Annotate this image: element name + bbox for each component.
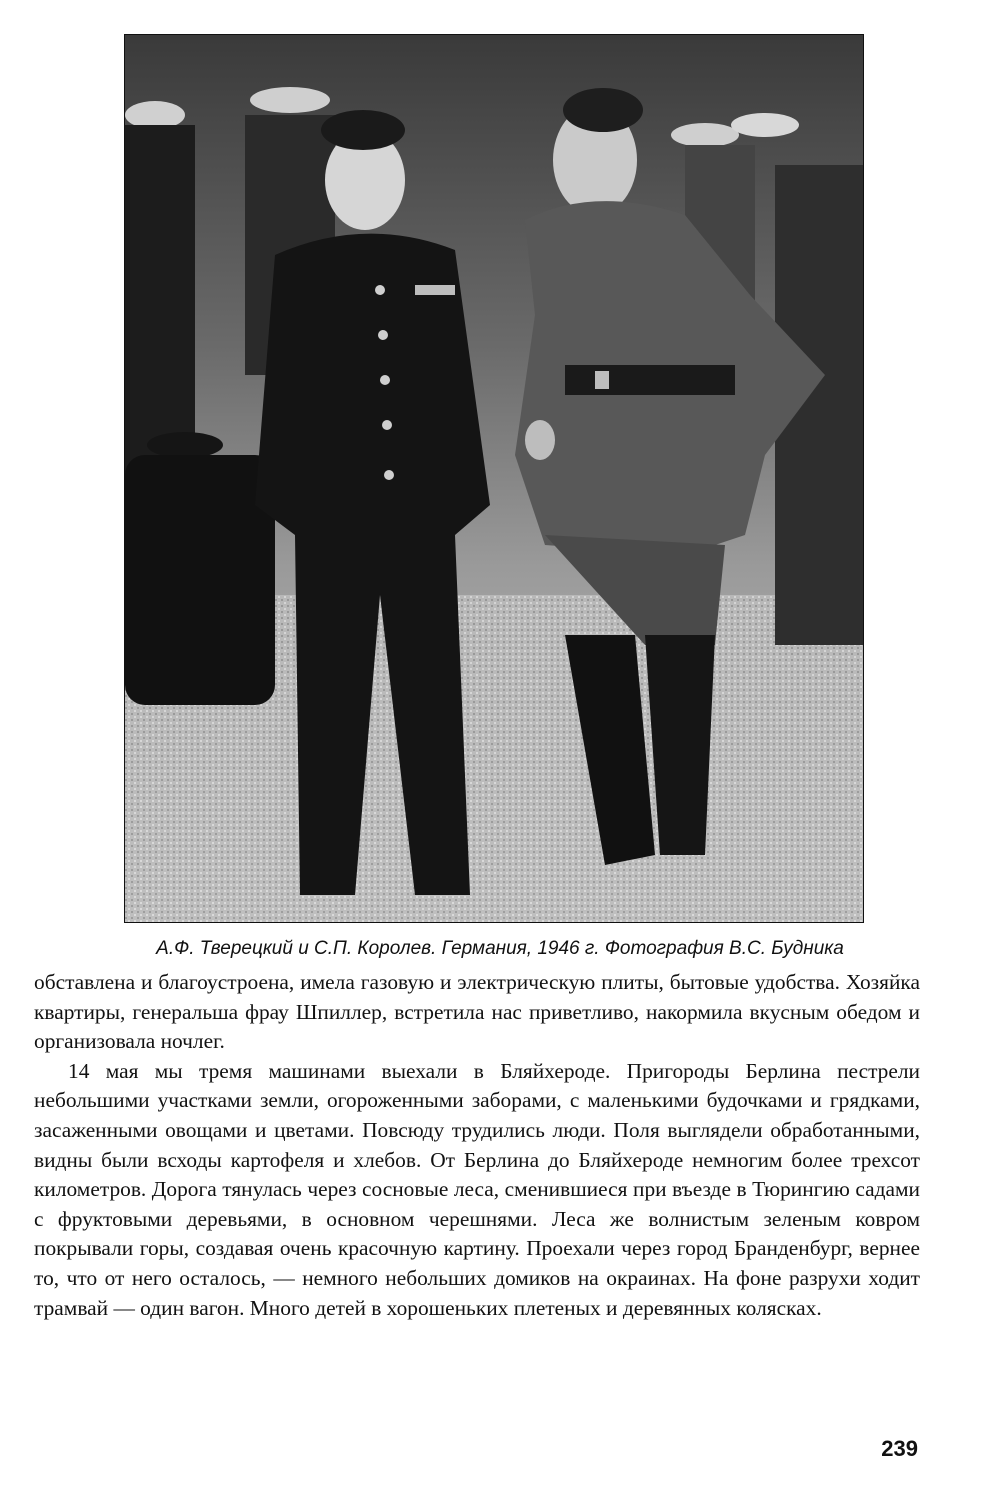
historical-photo: [124, 34, 864, 923]
body-text: [34, 968, 920, 1323]
paragraph-2: 14 мая мы тремя машинами выехали в Бляйхероде. Пригороды Берлина пестрели небольшими участками земли, огороженными заборами, с маленькими будочками и грядками, засаженными овощами и цветами. Повсюду трудились люди. Поля выглядели обработанными, видны были всходы картофеля и хлебов. От Берлина до Бляйхероде немногим более трехсот километров. Дорога тянулась через сосновые леса, сменившиеся при въезде в Тюрингию садами с фруктовыми деревьями, в основном черешнями. Леса же волнистым зеленым ковром покрывали горы, создавая очень красочную картину. Проехали через город Бранденбург, вернее то, что от него осталось, — немного небольших домиков на окраинах. На фоне разрухи ходит трамвай — один вагон. Много детей в хорошеньких плетеных и деревянных колясках.: [34, 1058, 920, 1320]
photo-two-officers-icon: [125, 35, 863, 922]
paragraph-1: обставлена и благоустроена, имела газовую и электрическую плиты, бытовые удобства. Хозяйка квартиры, генеральша фрау Шпиллер, встретила нас приветливо, накормила вкусным обедом и организовала ночлег.: [34, 970, 920, 1054]
page-number: 239: [881, 1436, 918, 1461]
photo-caption: А.Ф. Тверецкий и С.П. Королев. Германия, 1946 г. Фотография В.С. Будника: [156, 938, 844, 959]
